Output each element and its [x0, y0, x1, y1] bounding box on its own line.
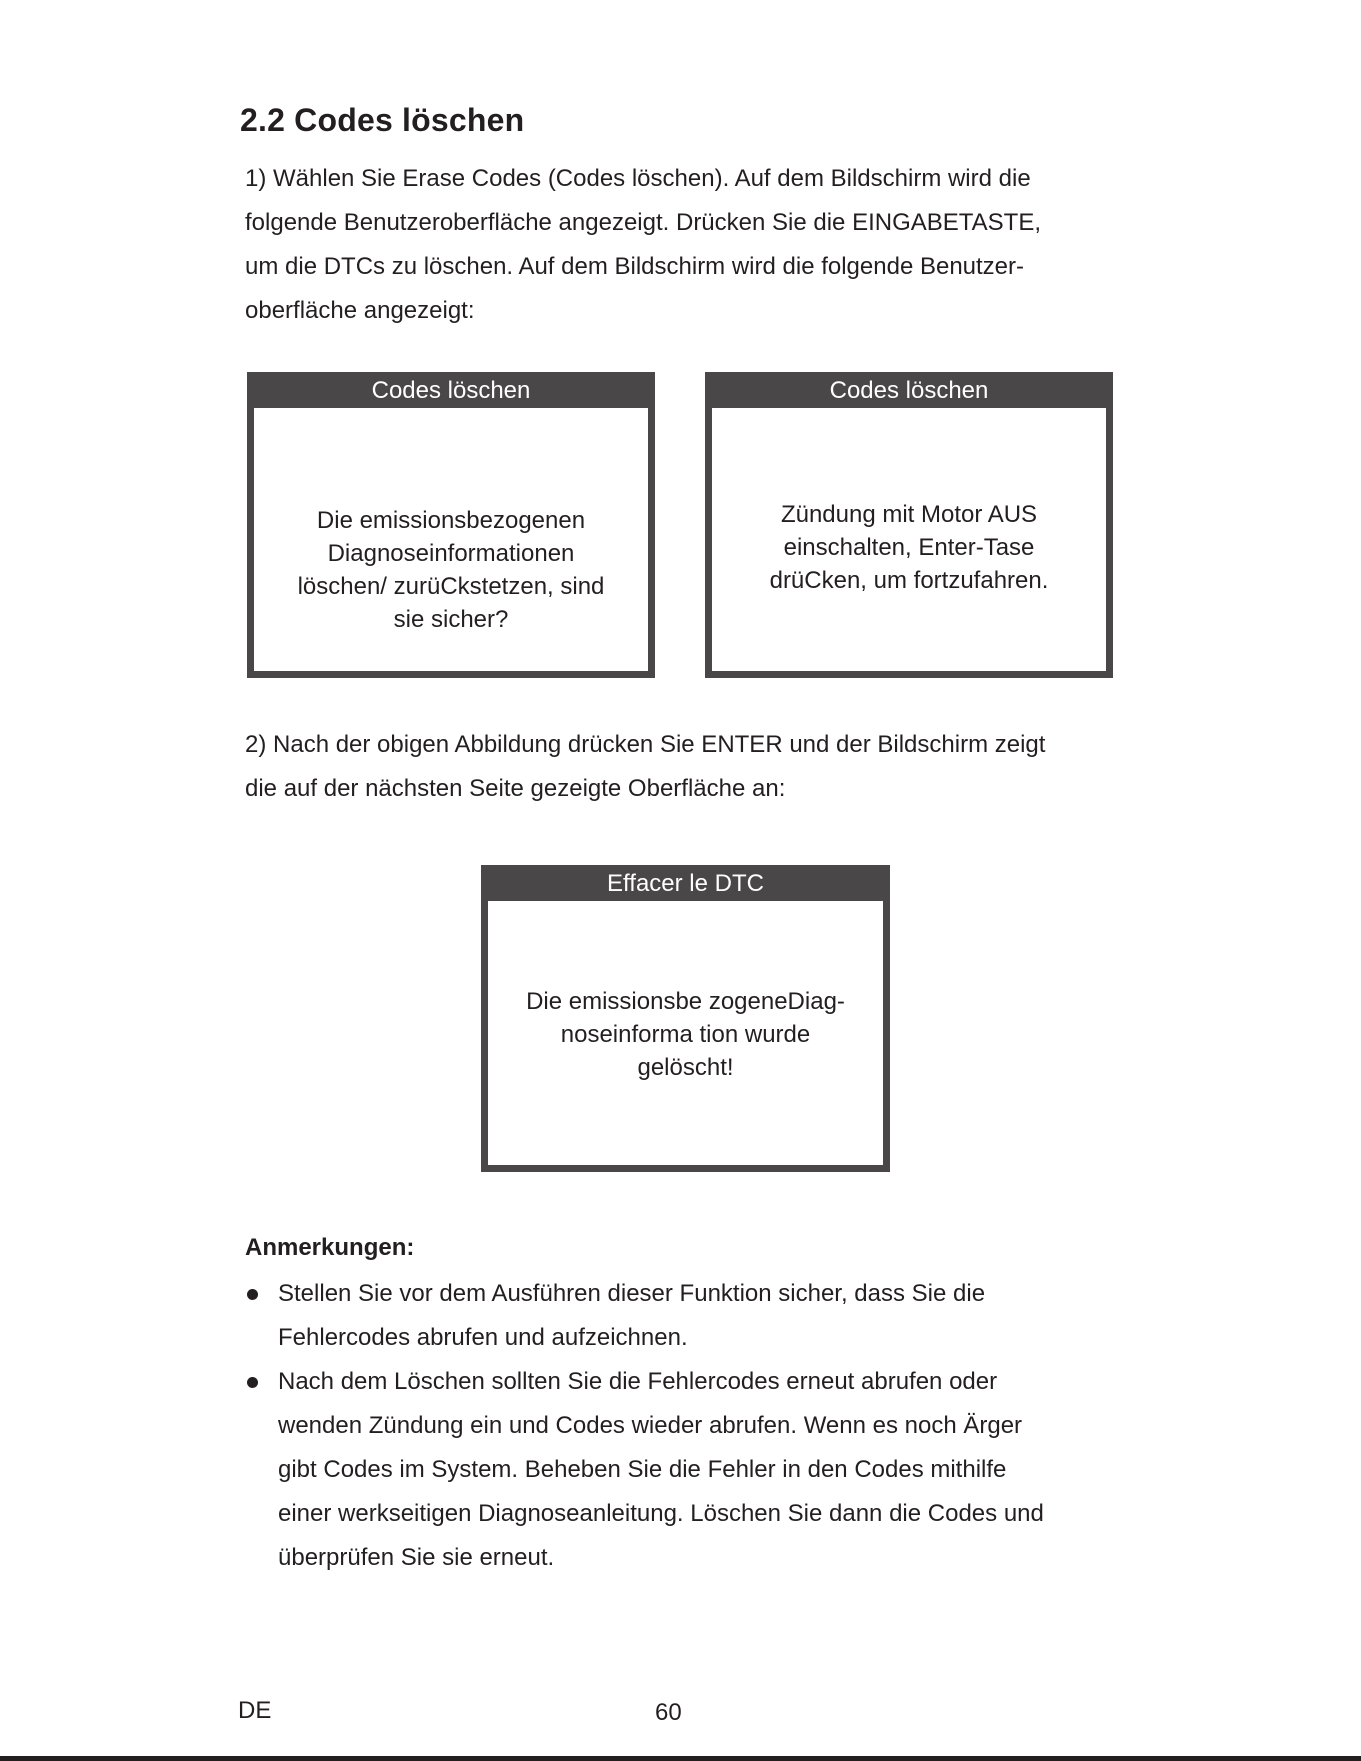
text-line: folgende Benutzeroberfläche angezeigt. Drücken Sie die EINGABETASTE,	[245, 209, 1041, 236]
screen-title: Effacer le DTC	[607, 870, 764, 897]
screen-line: Zündung mit Motor AUS	[780, 501, 1038, 528]
text-line: die auf der nächsten Seite gezeigte Oberfläche an:	[245, 775, 786, 802]
notes-list	[245, 1272, 1145, 1580]
screen-line: löschen/ zurüCkstetzen, sind	[297, 573, 605, 600]
text-line: Fehlercodes abrufen und aufzeichnen.	[278, 1324, 688, 1351]
bullet-icon	[247, 1377, 258, 1388]
text-line: Stellen Sie vor dem Ausführen dieser Funktion sicher, dass Sie die	[278, 1280, 986, 1307]
screen-message	[488, 901, 883, 1165]
screen-codes-loeschen-ignition	[705, 372, 1113, 678]
text-line: Nach dem Löschen sollten Sie die Fehlercodes erneut abrufen oder	[278, 1368, 998, 1395]
screen-line: gelöscht!	[637, 1054, 734, 1081]
section-title: 2.2 Codes löschen	[240, 102, 525, 138]
screen-message	[254, 408, 648, 671]
list-item	[245, 1360, 1145, 1580]
screen-line: drüCken, um fortzufahren.	[769, 567, 1049, 594]
screen-line: Die emissionsbe zogeneDiag-	[526, 988, 845, 1015]
screen-line: einschalten, Enter-Tase	[783, 534, 1035, 561]
text-line: oberfläche angezeigt:	[245, 297, 475, 324]
text-line: gibt Codes im System. Beheben Sie die Fehler in den Codes mithilfe	[278, 1456, 1007, 1483]
footer-language: DE	[238, 1697, 272, 1724]
text-line: 2) Nach der obigen Abbildung drücken Sie ENTER und der Bildschirm zeigt	[245, 731, 1046, 758]
screen-line: Die emissionsbezogenen	[316, 507, 586, 534]
screen-title: Codes löschen	[371, 377, 531, 404]
notes-title: Anmerkungen:	[245, 1234, 415, 1261]
screen-codes-loeschen-confirm	[247, 372, 655, 678]
screen-line: Diagnoseinformationen	[327, 540, 575, 567]
text-line: einer werkseitigen Diagnoseanleitung. Löschen Sie dann die Codes und	[278, 1500, 1044, 1527]
bullet-icon	[247, 1289, 258, 1300]
text-line: wenden Zündung ein und Codes wieder abrufen. Wenn es noch Ärger	[278, 1412, 1023, 1439]
page-number: 60	[655, 1699, 682, 1726]
step-1-text	[245, 157, 1041, 333]
text-line: überprüfen Sie sie erneut.	[278, 1544, 555, 1571]
text-line: 1) Wählen Sie Erase Codes (Codes löschen). Auf dem Bildschirm wird die	[245, 165, 1031, 192]
screen-effacer-le-dtc	[481, 865, 890, 1172]
text-line: um die DTCs zu löschen. Auf dem Bildschirm wird die folgende Benutzer-	[245, 253, 1025, 280]
bottom-rule	[0, 1756, 1361, 1761]
screen-line: noseinforma tion wurde	[560, 1021, 811, 1048]
screen-message	[712, 408, 1106, 671]
screen-title: Codes löschen	[829, 377, 989, 404]
screen-line: sie sicher?	[393, 606, 509, 633]
list-item	[245, 1272, 1145, 1360]
step-2-text	[245, 723, 1045, 811]
